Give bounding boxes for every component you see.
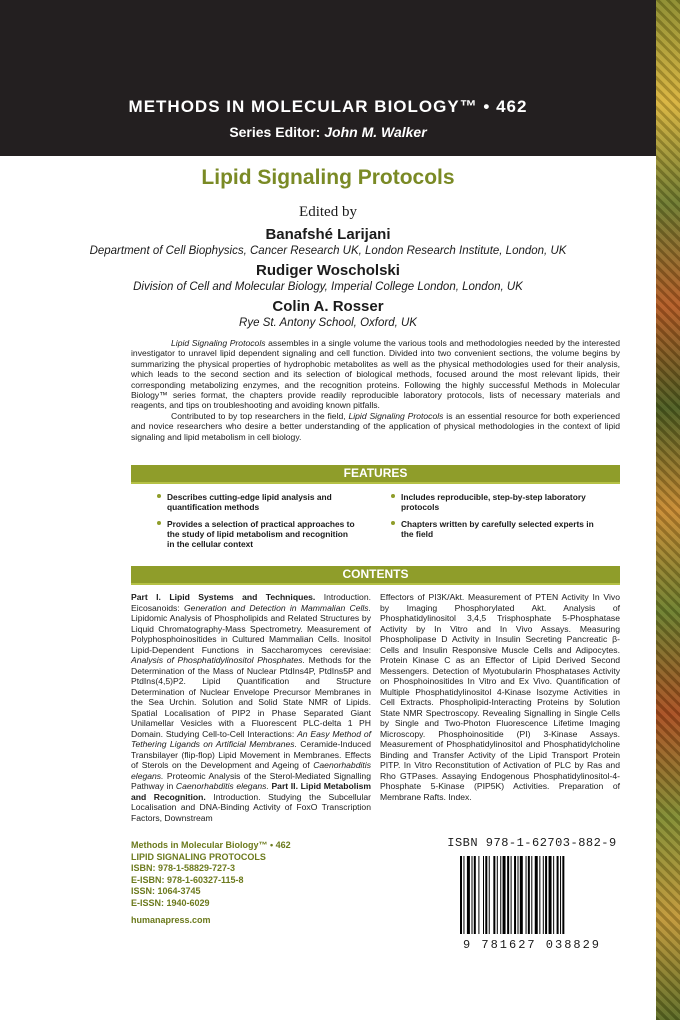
barcode-bar [467, 856, 470, 934]
barcode-bar [474, 856, 476, 934]
barcode-bar [460, 856, 462, 934]
barcode-bar [514, 856, 516, 934]
barcode-bar [539, 856, 540, 934]
barcode-bar [549, 856, 552, 934]
book-title: Lipid Signaling Protocols [201, 166, 455, 189]
barcode-bar [520, 856, 523, 934]
imprint-line: LIPID SIGNALING PROTOCOLS [131, 851, 266, 862]
barcode-bar [485, 856, 487, 934]
editor-1 [0, 226, 656, 257]
feature-text: Includes reproducible, step-by-step laboratory protocols [401, 492, 586, 512]
feature-item [157, 519, 357, 549]
abstract-paragraph-2 [131, 411, 620, 442]
series-title: METHODS IN MOLECULAR BIOLOGY™ • 462 [128, 97, 528, 116]
barcode-bar [528, 856, 530, 934]
barcode-block [444, 836, 620, 958]
editor-name: Rudiger Woscholski [256, 262, 400, 279]
editor-affiliation: Department of Cell Biophysics, Cancer Research UK, London Research Institute, London, UK [89, 245, 567, 257]
barcode-bar [493, 856, 495, 934]
feature-item [157, 492, 357, 512]
spine-artwork [656, 0, 680, 1020]
barcode-digits: 9 781627 038829 [462, 938, 602, 952]
barcode-bar [478, 856, 479, 934]
features-left [157, 492, 357, 556]
barcode-bar [562, 856, 564, 934]
imprint-line: E-ISSN: 1940-6029 [131, 897, 210, 908]
contents-left-column: Part I. Lipid Systems and Techniques. Introduction. Eicosanoids: Generation and Detection in Mammalian Cells. Lipidomic Analysis of Phospholipids and Related Structures by Liquid Chromatography-Mass Spectrometry. Measurement of Polyphosphoinositides in Cultured Mammalian Cells. Inositol Lipid-Dependent Functions in Saccharomyces cerevisiae: Analysis of Phosphatidylinositol Phosphates. Methods for the Determination of the Mass of Nuclear PtdIns4P, PtdIns5P and PtdIns(4,5)P2. Lipid Quantification and Structure Determination of Nuclear Envelope Precursor Membranes in the Sea Urchin. Solution and Solid State NMR of Lipids. Spatial Localisation of PIP2 in Phase Separated Giant Unilamellar Vesicles with a Fluorescent PLC-delta 1 PH Domain. Studying Cell-to-Cell Interactions: An Easy Method of Tethering Ligands on Artificial Membranes. Ceramide-Induced Transbilayer (flip-flop) Lipid Movement in Membranes. Effects of Sterols on the Development and Ageing of Caenorhabditis elegans. Proteomic Analysis of the Sterol-Mediated Signalling Pathway in Caenorhabditis elegans. Part II. Lipid Metabolism and Recognition. Introduction. Studying the Subcellular Localisation and DNA-Binding Activity of FoxO Transcription Factors, Downstream [131, 592, 372, 823]
editor-3 [0, 298, 656, 329]
barcode-bar [489, 856, 490, 934]
barcode-bar [511, 856, 512, 934]
imprint-line: ISBN: 978-1-58829-727-3 [131, 863, 236, 873]
abstract-book-title: Lipid Signaling Protocols [171, 338, 266, 348]
barcode-bar [560, 856, 561, 934]
imprint-line: Methods in Molecular Biology™ • 462 [131, 840, 291, 850]
bullet-icon [157, 521, 161, 525]
bullet-icon [391, 494, 395, 498]
barcode-bar [531, 856, 532, 934]
editor-name: Colin A. Rosser [272, 298, 384, 315]
abstract [131, 338, 620, 442]
publisher-site: humanapress.com [131, 915, 211, 925]
barcode-isbn: ISBN 978-1-62703-882-9 [447, 836, 617, 850]
contents-heading: CONTENTS [131, 566, 620, 585]
barcode-bar [483, 856, 484, 934]
feature-text: Describes cutting-edge lipid analysis and quantification methods [167, 492, 332, 512]
barcode-bar [535, 856, 538, 934]
feature-text: Chapters written by carefully selected experts in the field [401, 519, 594, 539]
barcode-bar [472, 856, 473, 934]
feature-item [391, 492, 601, 512]
barcode-icon [456, 856, 616, 936]
bullet-icon [157, 494, 161, 498]
barcode-bar [557, 856, 559, 934]
series-editor-label: Series Editor: [229, 124, 321, 140]
abstract-book-title: Lipid Signaling Protocols [348, 410, 444, 421]
editor-2 [0, 262, 656, 293]
barcode-bar [463, 856, 464, 934]
imprint [131, 840, 291, 927]
feature-text: Provides a selection of practical approaches to the study of lipid metabolism and recognition in the cellular context [167, 519, 355, 549]
barcode-bar [545, 856, 547, 934]
barcode-bar [507, 856, 509, 934]
abstract-text: Contributed to by top researchers in the field, [171, 410, 349, 421]
barcode-bar [543, 856, 544, 934]
editor-name: Banafshé Larijani [265, 226, 391, 243]
bullet-icon [391, 521, 395, 525]
barcode-bar [500, 856, 501, 934]
feature-item [391, 519, 601, 539]
features-right [391, 492, 601, 546]
contents-right-column: Effectors of PI3K/Akt. Measurement of PTEN Activity In Vivo by Imaging Phosphorylated Akt. Analysis of Phosphatidylinositol 3,4,5 Trisphosphate 5-Phosphatase Activity by In Vitro and In Vivo Assays. Measuring Phospholipase D Activity in Insulin Secreting Pancreatic β-Cells and Insulin Responsive Muscle Cells and Adipocytes. Protein Kinase C as an Effector of Lipid Derived Second Messengers. Detection of Myotubularin Phosphatases Activity on Phosphoinositides In Vitro and Ex Vivo. Quantification of Multiple Phosphatidylinositol 4-Kinase Isozyme Activities in Cell Extracts. Phospholipid-Interacting Proteins by Solution State NMR Spectroscopy. Revealing Signalling in Single Cells by Single and Two-Photon Fluorescence Lifetime Imaging Microscopy. Phosphoinositide (PI) 3-Kinase Assays. Measurement of Phosphatidylinositol and Phosphatidylcholine Binding and Transfer Activity of the Lipid Transport Protein PITP. In Vitro Reconstitution of Activation of PLC by Ras and Rho GTPases. Assaying Endogenous Phosphatidylinositol-4-Phosphate 5-Kinase (PIP5K) Activities. Preparation of Membrane Rafts. Index. [380, 592, 620, 802]
features-heading: FEATURES [131, 465, 620, 484]
series-header [0, 0, 656, 156]
series-editor [0, 124, 656, 140]
barcode-bar [497, 856, 498, 934]
abstract-text: assembles in a single volume the various tools and methodologies needed by the interested investigator to unravel lipid dependent signaling and cell function. Divided into two convenient sections, the volume begins by summarizing the physical properties of hydrophobic metabolites as well as the physical methodologies used for their analysis, which leads to the second section and its selection of biological methods, focused around the most relevant lipids, their corresponding metabolizing enzymes, and the recognition proteins. Following the highly successful Methods in Molecular Biology™ series format, the chapters provide readily reproducible laboratory protocols, lists of necessary materials and reagents, and tips on troubleshooting and avoiding known pitfalls. [131, 338, 620, 411]
barcode-bar [553, 856, 554, 934]
editor-affiliation: Rye St. Antony School, Oxford, UK [239, 317, 417, 329]
edited-by: Edited by [299, 204, 357, 220]
editor-affiliation: Division of Cell and Molecular Biology, Imperial College London, London, UK [133, 281, 523, 293]
barcode-bar [518, 856, 519, 934]
imprint-line: E-ISBN: 978-1-60327-115-8 [131, 874, 244, 885]
barcode-bar [503, 856, 506, 934]
series-editor-name: John M. Walker [324, 124, 427, 140]
abstract-paragraph-1 [131, 338, 620, 411]
imprint-line: ISSN: 1064-3745 [131, 886, 201, 896]
barcode-bar [526, 856, 527, 934]
abstract-text: is an essential resource for both experienced and novice researchers who desire a better understanding of the application of physical methodologies in the context of lipid signaling and lipid metabolism in cell biology. [131, 410, 620, 442]
